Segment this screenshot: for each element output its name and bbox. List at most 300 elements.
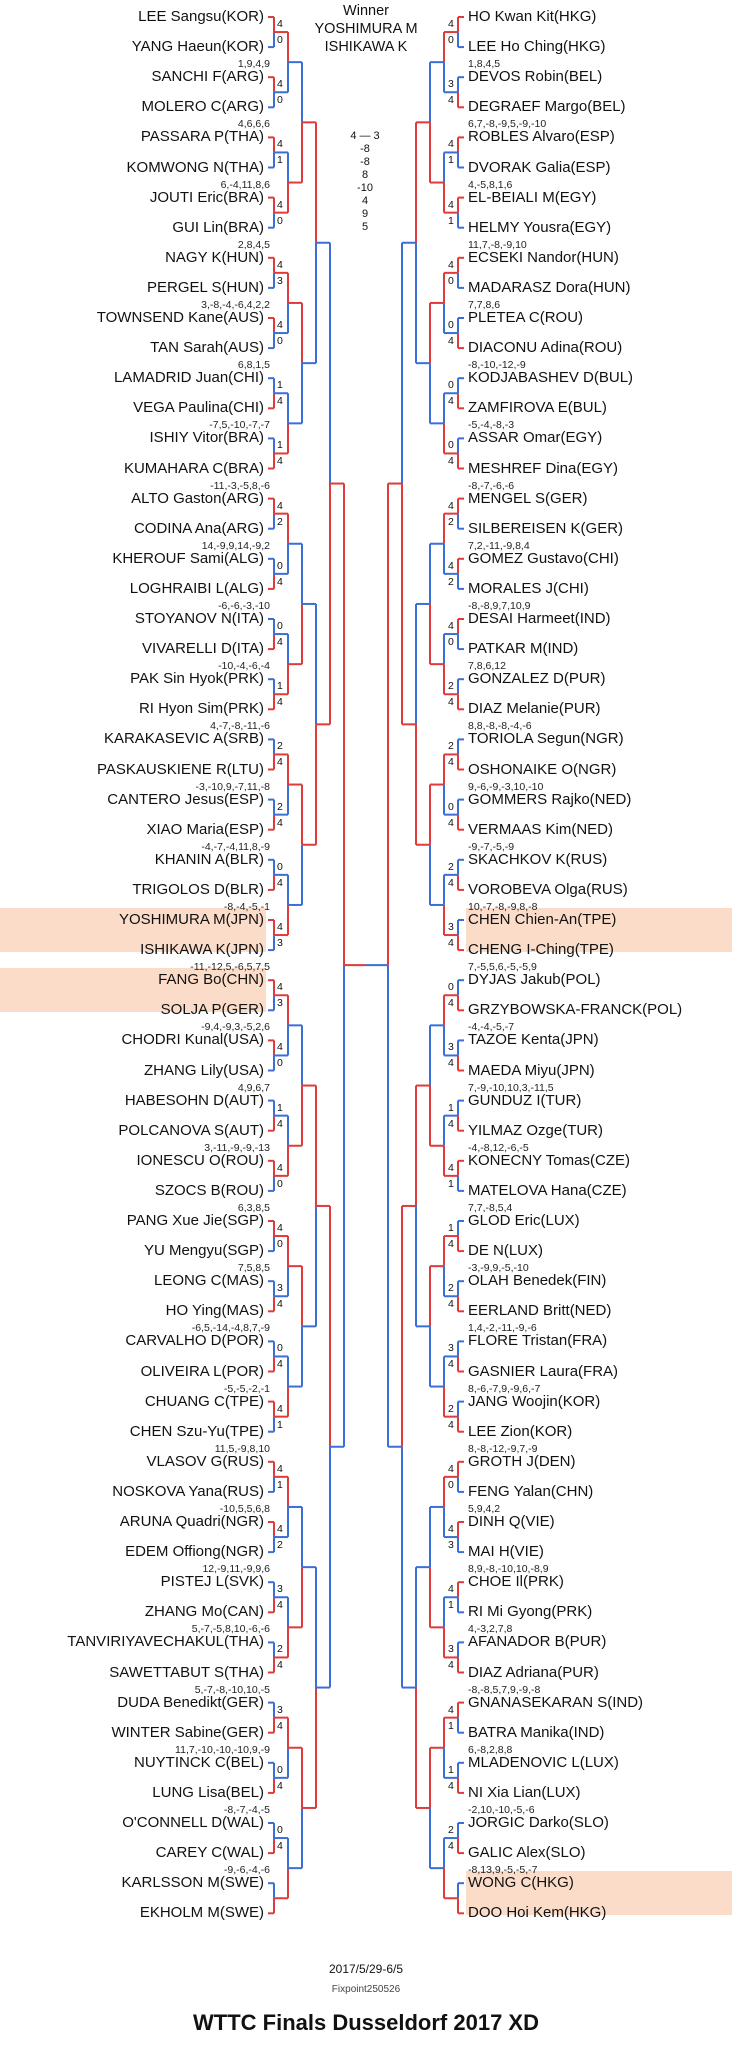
game-count: 3 (448, 1342, 454, 1355)
match-scores: -10,5,5,6,8 (219, 1502, 270, 1515)
game-count: 4 (277, 1659, 283, 1672)
player-name-left: GUI Lin(BRA) (172, 218, 264, 236)
player-name-left: LAMADRID Juan(CHI) (113, 369, 264, 387)
game-count: 4 (277, 981, 283, 994)
player-name-left: SANCHI F(ARG) (151, 68, 264, 86)
game-count: 1 (277, 379, 283, 392)
game-count: 4 (448, 1703, 454, 1716)
match-scores: 11,5,-9,8,10 (214, 1442, 270, 1455)
game-count: 3 (277, 1703, 283, 1716)
match-scores: 7,2,-11,-9,8,4 (468, 539, 530, 552)
game-count: 3 (448, 1643, 454, 1656)
game-count: 4 (448, 559, 454, 572)
game-count: 4 (277, 1161, 283, 1174)
player-name-left: EKHOLM M(SWE) (139, 1904, 264, 1922)
game-count: 4 (277, 1117, 283, 1130)
player-name-left: CHODRI Kunal(USA) (121, 1031, 264, 1049)
player-name-left: HABESOHN D(AUT) (124, 1091, 264, 1109)
game-count: 4 (277, 395, 283, 408)
game-count: 1 (277, 1101, 283, 1114)
match-scores: -11,-3,-5,8,-6 (210, 479, 270, 492)
game-count: 2 (277, 800, 283, 813)
player-name-right: MORALES J(CHI) (468, 579, 589, 597)
game-count: 4 (277, 876, 283, 889)
player-name-right: GNANASEKARAN S(IND) (468, 1693, 644, 1711)
game-count: 4 (277, 258, 283, 271)
player-name-left: NOSKOVA Yana(RUS) (112, 1482, 264, 1500)
player-name-left: ALTO Gaston(ARG) (131, 489, 264, 507)
player-name-left: O'CONNELL D(WAL) (122, 1814, 264, 1831)
game-count: 4 (277, 1041, 283, 1054)
player-name-right: ASSAR Omar(EGY) (468, 429, 603, 447)
game-count: 4 (448, 258, 454, 271)
player-name-left: TOWNSEND Kane(AUS) (96, 309, 264, 326)
match-scores: -6,-6,-3,-10 (218, 599, 270, 612)
game-count: 4 (448, 620, 454, 633)
game-count: 4 (448, 1523, 454, 1536)
player-name-right: FLORE Tristan(FRA) (468, 1332, 608, 1350)
player-name-right: YILMAZ Ozge(TUR) (468, 1121, 604, 1139)
game-count: 1 (448, 154, 454, 167)
player-name-left: KOMWONG N(THA) (126, 158, 264, 176)
match-scores: 6,-4,11,8,6 (220, 178, 270, 191)
game-count: 4 (277, 1719, 283, 1732)
game-count: 2 (448, 680, 454, 693)
match-scores: 8,8,-8,-8,-4,-6 (468, 720, 532, 733)
final-game-4: -10 (357, 182, 373, 194)
player-name-left: LOGHRAIBI L(ALG) (129, 579, 264, 597)
game-count: 4 (448, 816, 454, 829)
player-name-left: ZHANG Mo(CAN) (144, 1603, 264, 1621)
player-name-left: CODINA Ana(ARG) (133, 519, 264, 537)
player-name-left: RI Hyon Sim(PRK) (138, 700, 264, 718)
game-count: 0 (277, 1177, 283, 1190)
game-count: 2 (277, 515, 283, 528)
match-scores: 8,-8,-12,-9,7,-9 (468, 1442, 538, 1455)
player-name-left: KARLSSON M(SWE) (121, 1874, 264, 1892)
match-scores: 7,5,8,5 (237, 1262, 270, 1275)
game-count: 4 (448, 1418, 454, 1431)
game-count: 1 (448, 1719, 454, 1732)
game-count: 4 (277, 696, 283, 709)
player-name-right: DEVOS Robin(BEL) (468, 68, 603, 86)
game-count: 4 (448, 138, 454, 151)
game-count: 2 (448, 1824, 454, 1837)
match-scores: -9,4,-9,3,-5,2,6 (201, 1021, 270, 1034)
game-count: 4 (277, 1462, 283, 1475)
player-name-right: GROTH J(DEN) (468, 1452, 576, 1470)
player-name-right: DIAZ Adriana(PUR) (468, 1663, 599, 1681)
game-count: 2 (448, 1402, 454, 1415)
game-count: 4 (277, 575, 283, 588)
game-count: 2 (277, 1643, 283, 1656)
player-name-right: EERLAND Britt(NED) (468, 1302, 612, 1320)
player-name-right: DIAZ Melanie(PUR) (468, 700, 601, 718)
player-name-left: PERGEL S(HUN) (147, 278, 264, 296)
player-name-left: FANG Bo(CHN) (158, 971, 264, 989)
player-name-right: AFANADOR B(PUR) (468, 1633, 607, 1651)
player-name-right: LEE Ho Ching(HKG) (468, 38, 606, 56)
game-count: 4 (448, 1779, 454, 1792)
player-name-right: VERMAAS Kim(NED) (468, 820, 614, 838)
match-scores: 7,-9,-10,10,3,-11,5 (468, 1081, 554, 1094)
game-count: 4 (448, 395, 454, 408)
player-name-left: PISTEJ L(SVK) (160, 1573, 264, 1591)
match-scores: 5,-7,-8,-10,10,-5 (194, 1683, 270, 1696)
game-count: 1 (277, 1478, 283, 1491)
game-count: 4 (448, 756, 454, 769)
game-count: 4 (277, 1523, 283, 1536)
game-count: 1 (448, 1763, 454, 1776)
player-name-left: OLIVEIRA L(POR) (140, 1362, 264, 1380)
player-name-left: ZHANG Lily(USA) (143, 1061, 264, 1079)
player-name-right: MADARASZ Dora(HUN) (468, 278, 631, 296)
match-scores: -4,-8,12,-6,-5 (468, 1141, 529, 1154)
game-count: 4 (448, 937, 454, 950)
match-scores: 4,-7,-8,-11,-6 (210, 720, 270, 733)
match-scores: 4,-5,8,1,6 (468, 178, 513, 191)
player-name-left: NAGY K(HUN) (165, 248, 264, 266)
match-scores: -4,-7,-4,11,8,-9 (201, 840, 270, 853)
player-name-right: OLAH Benedek(FIN) (468, 1272, 607, 1290)
player-name-right: ZAMFIROVA E(BUL) (468, 399, 607, 417)
game-count: 4 (277, 455, 283, 468)
game-count: 0 (448, 800, 454, 813)
game-count: 1 (277, 680, 283, 693)
match-scores: 6,7,-8,-9,5,-9,-10 (468, 118, 547, 131)
player-name-right: MESHREF Dina(EGY) (468, 459, 619, 477)
match-scores: 2,8,4,5 (237, 238, 270, 251)
game-count: 4 (448, 1358, 454, 1371)
player-name-right: DVORAK Galia(ESP) (468, 158, 611, 176)
game-count: 3 (277, 1583, 283, 1596)
player-name-right: PATKAR M(IND) (468, 640, 579, 658)
match-scores: 6,8,1,5 (237, 359, 270, 372)
game-count: 4 (448, 335, 454, 348)
game-count: 0 (448, 1478, 454, 1491)
player-name-right: JORGIC Darko(SLO) (468, 1814, 609, 1831)
game-count: 2 (448, 860, 454, 873)
final-game-6: 9 (361, 208, 369, 220)
game-count: 4 (277, 198, 283, 211)
match-scores: 8,9,-8,-10,10,-8,9 (468, 1563, 549, 1576)
game-count: 0 (277, 620, 283, 633)
player-name-left: TRIGOLOS D(BLR) (132, 880, 264, 898)
player-name-left: CANTERO Jesus(ESP) (107, 790, 264, 808)
game-count: 3 (448, 78, 454, 91)
player-name-right: GOMMERS Rajko(NED) (468, 790, 632, 808)
match-scores: 9,-6,-9,-3,10,-10 (468, 780, 544, 793)
player-name-right: GRZYBOWSKA-FRANCK(POL) (468, 1001, 683, 1019)
player-name-left: ARUNA Quadri(NGR) (119, 1513, 264, 1530)
game-count: 4 (277, 816, 283, 829)
player-name-right: EL-BEIALI M(EGY) (468, 188, 597, 206)
game-count: 2 (448, 515, 454, 528)
game-count: 4 (277, 18, 283, 31)
player-name-right: DYJAS Jakub(POL) (468, 971, 601, 989)
game-count: 4 (277, 138, 283, 151)
player-name-left: EDEM Offiong(NGR) (125, 1543, 264, 1561)
game-count: 1 (448, 1599, 454, 1612)
game-count: 4 (448, 997, 454, 1010)
match-scores: 7,-5,5,6,-5,-5,9 (468, 961, 537, 974)
player-name-left: TANVIRIYAVECHAKUL(THA) (67, 1633, 264, 1651)
game-count: 4 (277, 636, 283, 649)
match-scores: 12,-9,11,-9,9,6 (202, 1563, 270, 1576)
winner-name-2: ISHIKAWA K (324, 39, 408, 55)
game-count: 0 (277, 1763, 283, 1776)
player-name-left: SZOCS B(ROU) (154, 1181, 264, 1199)
game-count: 4 (277, 1358, 283, 1371)
player-name-left: CHUANG C(TPE) (144, 1392, 264, 1410)
match-scores: 7,8,6,12 (468, 660, 506, 673)
match-scores: -5,-5,-2,-1 (223, 1382, 270, 1395)
game-count: 4 (277, 1779, 283, 1792)
player-name-right: RI Mi Gyong(PRK) (468, 1603, 593, 1621)
player-name-right: JANG Woojin(KOR) (468, 1392, 601, 1410)
player-name-right: KODJABASHEV D(BUL) (468, 369, 634, 387)
game-count: 1 (277, 154, 283, 167)
player-name-right: PLETEA C(ROU) (468, 309, 584, 326)
player-name-right: GOMEZ Gustavo(CHI) (468, 549, 619, 567)
game-count: 3 (277, 274, 283, 287)
match-scores: -9,-6,-4,-6 (223, 1864, 270, 1877)
player-name-left: KHEROUF Sami(ALG) (112, 549, 264, 567)
player-name-left: PASSARA P(THA) (140, 128, 264, 146)
game-count: 3 (448, 1041, 454, 1054)
match-scores: -8,-8,9,7,10,9 (468, 599, 531, 612)
game-count: 4 (448, 1298, 454, 1311)
match-scores: -8,-4,-5,-1 (223, 900, 270, 913)
match-scores: -8,-8,5,7,9,-9,-8 (468, 1683, 541, 1696)
game-count: 4 (448, 1117, 454, 1130)
final-game-5: 4 (361, 195, 369, 207)
player-name-left: YU Mengyu(SGP) (143, 1242, 264, 1260)
player-name-left: ISHIY Vitor(BRA) (149, 429, 264, 447)
player-name-right: HO Kwan Kit(HKG) (468, 8, 597, 25)
game-count: 0 (448, 274, 454, 287)
player-name-right: KONECNY Tomas(CZE) (468, 1151, 630, 1169)
game-count: 4 (448, 1238, 454, 1251)
game-count: 4 (277, 499, 283, 512)
player-name-left: ISHIKAWA K(JPN) (140, 941, 264, 959)
player-name-right: SKACHKOV K(RUS) (468, 850, 608, 868)
game-count: 0 (448, 379, 454, 392)
player-name-right: WONG C(HKG) (468, 1874, 574, 1892)
game-count: 4 (448, 1659, 454, 1672)
player-name-right: GUNDUZ I(TUR) (468, 1091, 582, 1109)
player-name-left: LUNG Lisa(BEL) (152, 1783, 264, 1801)
player-name-right: DESAI Harmeet(IND) (468, 610, 611, 627)
player-name-right: TORIOLA Segun(NGR) (468, 730, 624, 748)
player-name-right: DOO Hoi Kem(HKG) (468, 1904, 607, 1922)
match-scores: 11,7,-10,-10,-10,9,-9 (175, 1743, 270, 1756)
player-name-left: VEGA Paulina(CHI) (133, 399, 264, 417)
player-name-right: CHENG I-Ching(TPE) (468, 941, 614, 959)
match-scores: 11,7,-8,-9,10 (468, 238, 527, 251)
match-scores: 7,7,-8,5,4 (468, 1201, 513, 1214)
player-name-right: CHEN Chien-An(TPE) (468, 911, 617, 928)
player-name-right: DIACONU Adina(ROU) (468, 339, 623, 357)
game-count: 3 (277, 937, 283, 950)
game-count: 4 (277, 78, 283, 91)
player-name-left: WINTER Sabine(GER) (111, 1723, 264, 1741)
player-name-left: HO Ying(MAS) (165, 1302, 264, 1320)
player-name-right: GASNIER Laura(FRA) (468, 1362, 619, 1380)
game-count: 1 (448, 1177, 454, 1190)
match-scores: -5,-4,-8,-3 (468, 419, 515, 432)
player-name-left: KUMAHARA C(BRA) (123, 459, 264, 477)
match-scores: 1,8,4,5 (468, 58, 501, 71)
match-scores: 1,4,-2,-11,-9,-6 (468, 1322, 537, 1335)
final-game-7: 5 (361, 221, 369, 233)
player-name-left: XIAO Maria(ESP) (146, 820, 264, 838)
player-name-right: LEE Zion(KOR) (468, 1422, 573, 1440)
game-count: 4 (277, 1402, 283, 1415)
player-name-right: VOROBEVA Olga(RUS) (468, 880, 628, 898)
game-count: 4 (448, 1840, 454, 1853)
match-scores: 5,-7,-5,8,10,-6,-6 (191, 1623, 270, 1636)
player-name-right: FENG Yalan(CHN) (468, 1482, 594, 1500)
player-name-right: TAZOE Kenta(JPN) (468, 1031, 599, 1049)
player-name-right: ECSEKI Nandor(HUN) (468, 248, 619, 266)
game-count: 0 (277, 1057, 283, 1070)
player-name-left: LEE Sangsu(KOR) (138, 8, 264, 25)
game-count: 2 (277, 1539, 283, 1552)
game-count: 1 (448, 214, 454, 227)
player-name-left: TAN Sarah(AUS) (150, 339, 264, 357)
game-count: 3 (277, 1282, 283, 1295)
game-count: 4 (277, 756, 283, 769)
game-count: 1 (448, 1101, 454, 1114)
player-name-right: SILBEREISEN K(GER) (468, 519, 624, 537)
game-count: 3 (448, 921, 454, 934)
match-scores: -11,-12,5,-6,5,7,5 (190, 961, 270, 974)
player-name-left: JOUTI Eric(BRA) (149, 188, 264, 206)
game-count: 0 (448, 319, 454, 332)
match-scores: -4,-4,-5,-7 (468, 1021, 515, 1034)
player-name-left: PASKAUSKIENE R(LTU) (97, 760, 264, 778)
game-count: 1 (448, 1222, 454, 1235)
player-name-left: STOYANOV N(ITA) (134, 610, 264, 627)
match-scores: 7,7,8,6 (468, 298, 501, 311)
game-count: 2 (277, 740, 283, 753)
game-count: 0 (448, 981, 454, 994)
player-name-right: GLOD Eric(LUX) (468, 1212, 580, 1229)
game-count: 4 (277, 1298, 283, 1311)
match-scores: -2,10,-10,-5,-6 (468, 1803, 535, 1816)
game-count: 0 (277, 860, 283, 873)
match-scores: -7,5,-10,-7,-7 (209, 419, 270, 432)
player-name-left: YANG Haeun(KOR) (131, 38, 264, 56)
player-name-right: CHOE Il(PRK) (468, 1573, 564, 1591)
match-scores: 4,6,6,6 (237, 118, 270, 131)
game-count: 0 (448, 34, 454, 47)
game-count: 0 (277, 1824, 283, 1837)
player-name-right: MAEDA Miyu(JPN) (468, 1061, 595, 1079)
game-count: 0 (277, 94, 283, 107)
game-count: 2 (448, 740, 454, 753)
match-scores: 1,9,4,9 (237, 58, 270, 71)
game-count: 4 (448, 1462, 454, 1475)
player-name-right: BATRA Manika(IND) (468, 1723, 605, 1741)
game-count: 2 (448, 575, 454, 588)
match-scores: -8,-7,-4,-5 (223, 1803, 270, 1816)
game-count: 4 (448, 876, 454, 889)
final-game-3: 8 (361, 169, 369, 181)
player-name-left: YOSHIMURA M(JPN) (118, 911, 264, 928)
player-name-left: POLCANOVA S(AUT) (118, 1121, 264, 1139)
final-game-1: -8 (360, 143, 370, 155)
game-count: 4 (277, 921, 283, 934)
match-scores: 6,-8,2,8,8 (468, 1743, 513, 1756)
player-name-right: MATELOVA Hana(CZE) (468, 1181, 627, 1199)
player-name-left: CHEN Szu-Yu(TPE) (129, 1422, 264, 1440)
match-scores: 8,-6,-7,9,-9,6,-7 (468, 1382, 541, 1395)
match-scores: -8,13,9,-5,-5,-7 (468, 1864, 538, 1877)
game-count: 4 (277, 319, 283, 332)
match-scores: 4,-3,2,7,8 (468, 1623, 513, 1636)
player-name-right: ROBLES Alvaro(ESP) (468, 128, 615, 146)
game-count: 3 (277, 997, 283, 1010)
player-name-left: SOLJA P(GER) (160, 1001, 264, 1019)
player-name-left: CAREY C(WAL) (155, 1844, 264, 1862)
player-name-right: MAI H(VIE) (468, 1543, 544, 1561)
match-scores: -8,-7,-6,-6 (468, 479, 515, 492)
match-scores: 3,-8,-4,-6,4,2,2 (201, 298, 270, 311)
match-scores: -10,-4,-6,-4 (218, 660, 270, 673)
game-count: 0 (448, 439, 454, 452)
match-scores: 6,3,8,5 (237, 1201, 270, 1214)
event-dates: 2017/5/29-6/5 (328, 1962, 404, 1976)
player-name-right: GALIC Alex(SLO) (468, 1844, 586, 1862)
game-count: 4 (448, 198, 454, 211)
page-title: WTTC Finals Dusseldorf 2017 XD (193, 2010, 539, 2035)
game-count: 0 (448, 636, 454, 649)
player-name-left: IONESCU O(ROU) (136, 1151, 264, 1169)
game-count: 4 (448, 1161, 454, 1174)
match-scores: 10,-7,-8,-9,8,-8 (468, 900, 538, 913)
game-count: 4 (448, 696, 454, 709)
game-count: 4 (448, 1583, 454, 1596)
player-name-right: HELMY Yousra(EGY) (468, 218, 612, 236)
player-name-right: NI Xia Lian(LUX) (468, 1783, 581, 1801)
player-name-right: GONZALEZ D(PUR) (468, 670, 606, 688)
player-name-left: DUDA Benedikt(GER) (117, 1693, 264, 1711)
match-scores: -3,-9,9,-5,-10 (468, 1262, 529, 1275)
game-count: 4 (277, 1222, 283, 1235)
player-name-right: MENGEL S(GER) (468, 489, 588, 507)
game-count: 0 (277, 335, 283, 348)
player-name-left: MOLERO C(ARG) (141, 98, 264, 116)
game-count: 1 (277, 439, 283, 452)
player-name-right: DE N(LUX) (468, 1242, 544, 1260)
player-name-left: PANG Xue Jie(SGP) (126, 1212, 264, 1229)
winner-label: Winner (343, 3, 389, 19)
game-count: 0 (277, 214, 283, 227)
game-count: 1 (277, 1418, 283, 1431)
player-name-left: VLASOV G(RUS) (146, 1452, 264, 1470)
player-name-right: DINH Q(VIE) (468, 1513, 555, 1530)
game-count: 4 (448, 455, 454, 468)
game-count: 4 (448, 499, 454, 512)
player-name-left: KARAKASEVIC A(SRB) (103, 730, 264, 748)
player-name-left: VIVARELLI D(ITA) (142, 640, 264, 658)
game-count: 0 (277, 1342, 283, 1355)
match-scores: -9,-7,-5,-9 (468, 840, 515, 853)
player-name-left: LEONG C(MAS) (153, 1272, 264, 1290)
player-name-right: DEGRAEF Margo(BEL) (468, 98, 626, 116)
